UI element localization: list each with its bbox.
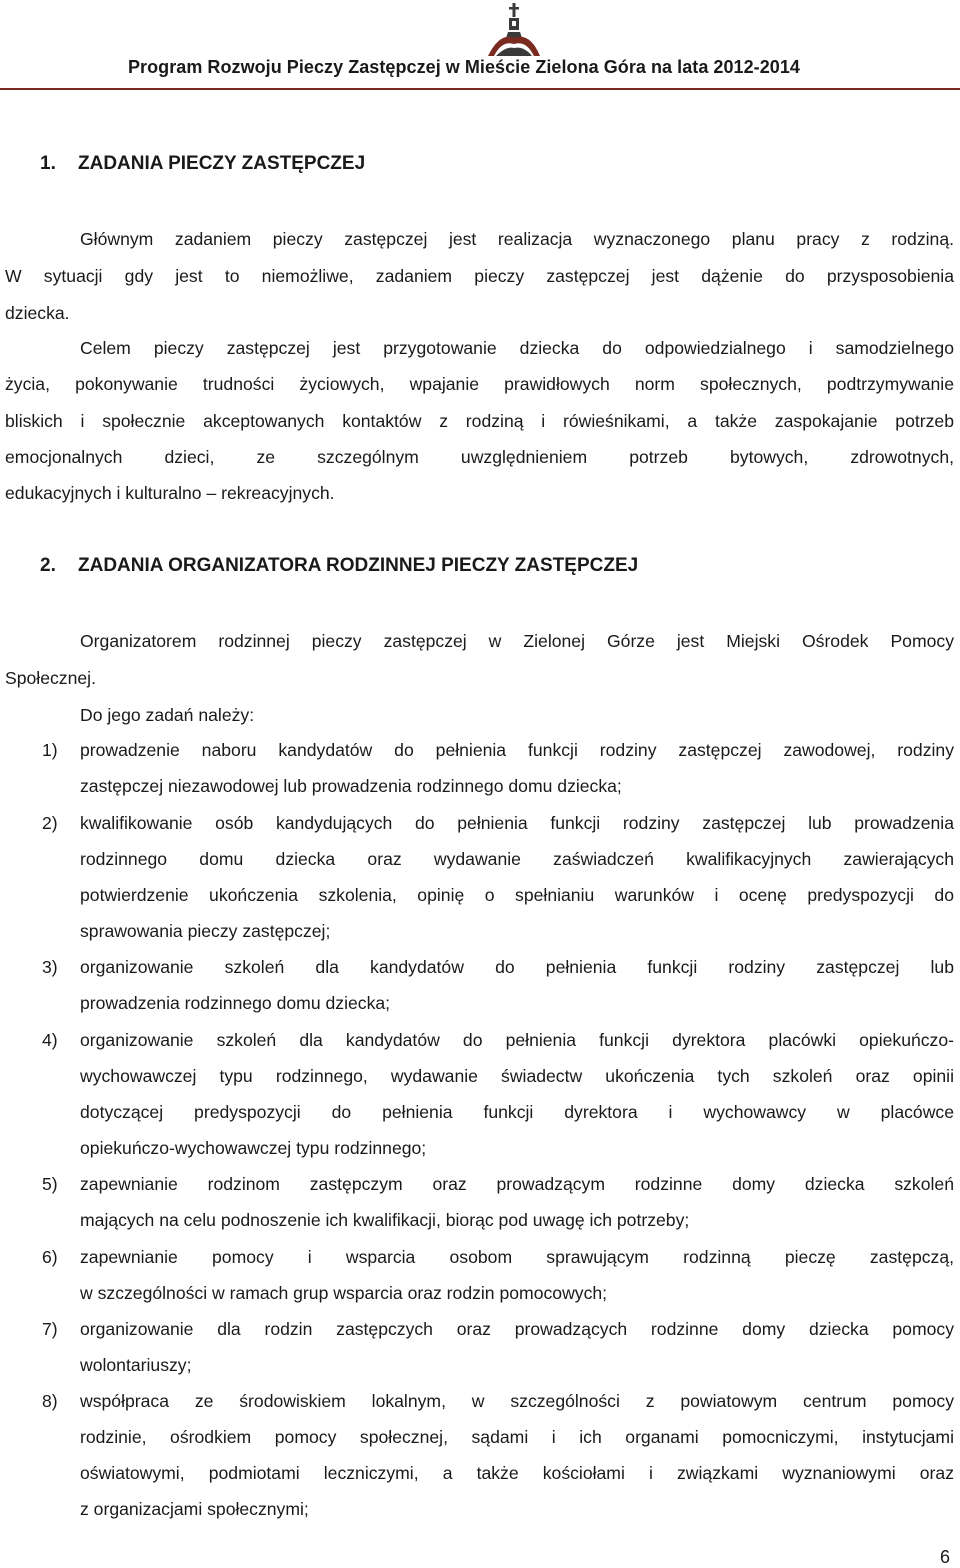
paragraph-line: Celem pieczy zastępczej jest przygotowanie dziecka do odpowiedzialnego i samodzielnego <box>80 338 954 358</box>
paragraph-line: Głównym zadaniem pieczy zastępczej jest realizacja wyznaczonego planu pracy z rodziną. <box>80 229 954 249</box>
paragraph-line: W sytuacji gdy jest to niemożliwe, zadaniem pieczy zastępczej jest dążenie do przysposobienia <box>5 266 954 286</box>
list-item-line: współpraca ze środowiskiem lokalnym, w szczególności z powiatowym centrum pomocy <box>80 1391 954 1411</box>
header-divider <box>0 88 960 90</box>
list-item-line: prowadzenia rodzinnego domu dziecka; <box>80 993 391 1013</box>
section-number: 2. <box>40 555 56 576</box>
list-item-line: kwalifikowanie osób kandydujących do pełnienia funkcji rodziny zastępczej lub prowadzenia <box>80 813 954 833</box>
list-item-number: 1) <box>42 740 58 760</box>
paragraph-line: Społecznej. <box>5 668 96 688</box>
list-item-line: opiekuńczo-wychowawczej typu rodzinnego; <box>80 1138 427 1158</box>
paragraph-line: dziecka. <box>5 303 70 323</box>
list-item-line: organizowanie dla rodzin zastępczych oraz prowadzących rodzinne domy dziecka pomocy <box>80 1319 954 1339</box>
list-item-line: z organizacjami społecznymi; <box>80 1499 309 1519</box>
paragraph-line: bliskich i społecznie akceptowanych kontaktów z rodziną i rówieśnikami, a także zaspokajanie potrzeb <box>5 411 954 431</box>
paragraph-line: życia, pokonywanie trudności życiowych, wpajanie prawidłowych norm społecznych, podtrzymywanie <box>5 374 954 394</box>
list-item-number: 4) <box>42 1030 58 1050</box>
list-item-line: potwierdzenie ukończenia szkolenia, opinię o spełnianiu warunków i ocenę predyspozycji do <box>80 885 954 905</box>
page-header <box>0 0 960 92</box>
paragraph-line: Do jego zadań należy: <box>80 705 255 725</box>
list-item-number: 3) <box>42 957 58 977</box>
church-hill-logo-icon <box>486 2 542 58</box>
list-item-number: 2) <box>42 813 58 833</box>
list-item-line: prowadzenie naboru kandydatów do pełnienia funkcji rodziny zastępczej zawodowej, rodziny <box>80 740 954 760</box>
section-1-heading <box>40 153 365 175</box>
section-number: 1. <box>40 153 56 174</box>
paragraph-line: emocjonalnych dzieci, ze szczególnym uwzględnieniem potrzeb bytowych, zdrowotnych, <box>5 447 954 467</box>
list-item-line: rodzinie, ośrodkiem pomocy społecznej, sądami i ich organami pomocniczymi, instytucjami <box>80 1427 954 1447</box>
list-item-number: 6) <box>42 1247 58 1267</box>
section-title: ZADANIA ORGANIZATORA RODZINNEJ PIECZY ZASTĘPCZEJ <box>78 555 639 576</box>
list-item-line: wolontariuszy; <box>80 1355 192 1375</box>
section-title: ZADANIA PIECZY ZASTĘPCZEJ <box>78 153 366 174</box>
paragraph-line: Organizatorem rodzinnej pieczy zastępczej w Zielonej Górze jest Miejski Ośrodek Pomocy <box>80 631 954 651</box>
list-item-line: dotyczącej predyspozycji do pełnienia funkcji dyrektora i wychowawcy w placówce <box>80 1102 954 1122</box>
list-item-line: w szczególności w ramach grup wsparcia oraz rodzin pomocowych; <box>80 1283 608 1303</box>
list-item-line: zastępczej niezawodowej lub prowadzenia rodzinnego domu dziecka; <box>80 776 622 796</box>
list-item-line: wychowawczej typu rodzinnego, wydawanie świadectw ukończenia tych szkoleń oraz opinii <box>80 1066 954 1086</box>
document-header-title: Program Rozwoju Pieczy Zastępczej w Mieście Zielona Góra na lata 2012-2014 <box>128 57 800 77</box>
list-item-number: 8) <box>42 1391 58 1411</box>
list-item-line: rodzinnego domu dziecka oraz wydawanie zaświadczeń kwalifikacyjnych zawierających <box>80 849 954 869</box>
list-item-line: mających na celu podnoszenie ich kwalifikacji, biorąc pod uwagę ich potrzeby; <box>80 1210 690 1230</box>
list-item-line: zapewnianie pomocy i wsparcia osobom sprawującym rodzinną pieczę zastępczą, <box>80 1247 954 1267</box>
section-2-heading <box>40 555 638 577</box>
list-item-number: 7) <box>42 1319 58 1339</box>
list-item-number: 5) <box>42 1174 58 1194</box>
list-item-line: oświatowymi, podmiotami leczniczymi, a także kościołami i związkami wyznaniowymi oraz <box>80 1463 954 1483</box>
page-number: 6 <box>940 1547 951 1567</box>
list-item-line: organizowanie szkoleń dla kandydatów do pełnienia funkcji dyrektora placówki opiekuńczo- <box>80 1030 954 1050</box>
paragraph-line: edukacyjnych i kulturalno – rekreacyjnych. <box>5 483 335 503</box>
list-item-line: organizowanie szkoleń dla kandydatów do pełnienia funkcji rodziny zastępczej lub <box>80 957 954 977</box>
list-item-line: sprawowania pieczy zastępczej; <box>80 921 331 941</box>
list-item-line: zapewnianie rodzinom zastępczym oraz prowadzącym rodzinne domy dziecka szkoleń <box>80 1174 954 1194</box>
